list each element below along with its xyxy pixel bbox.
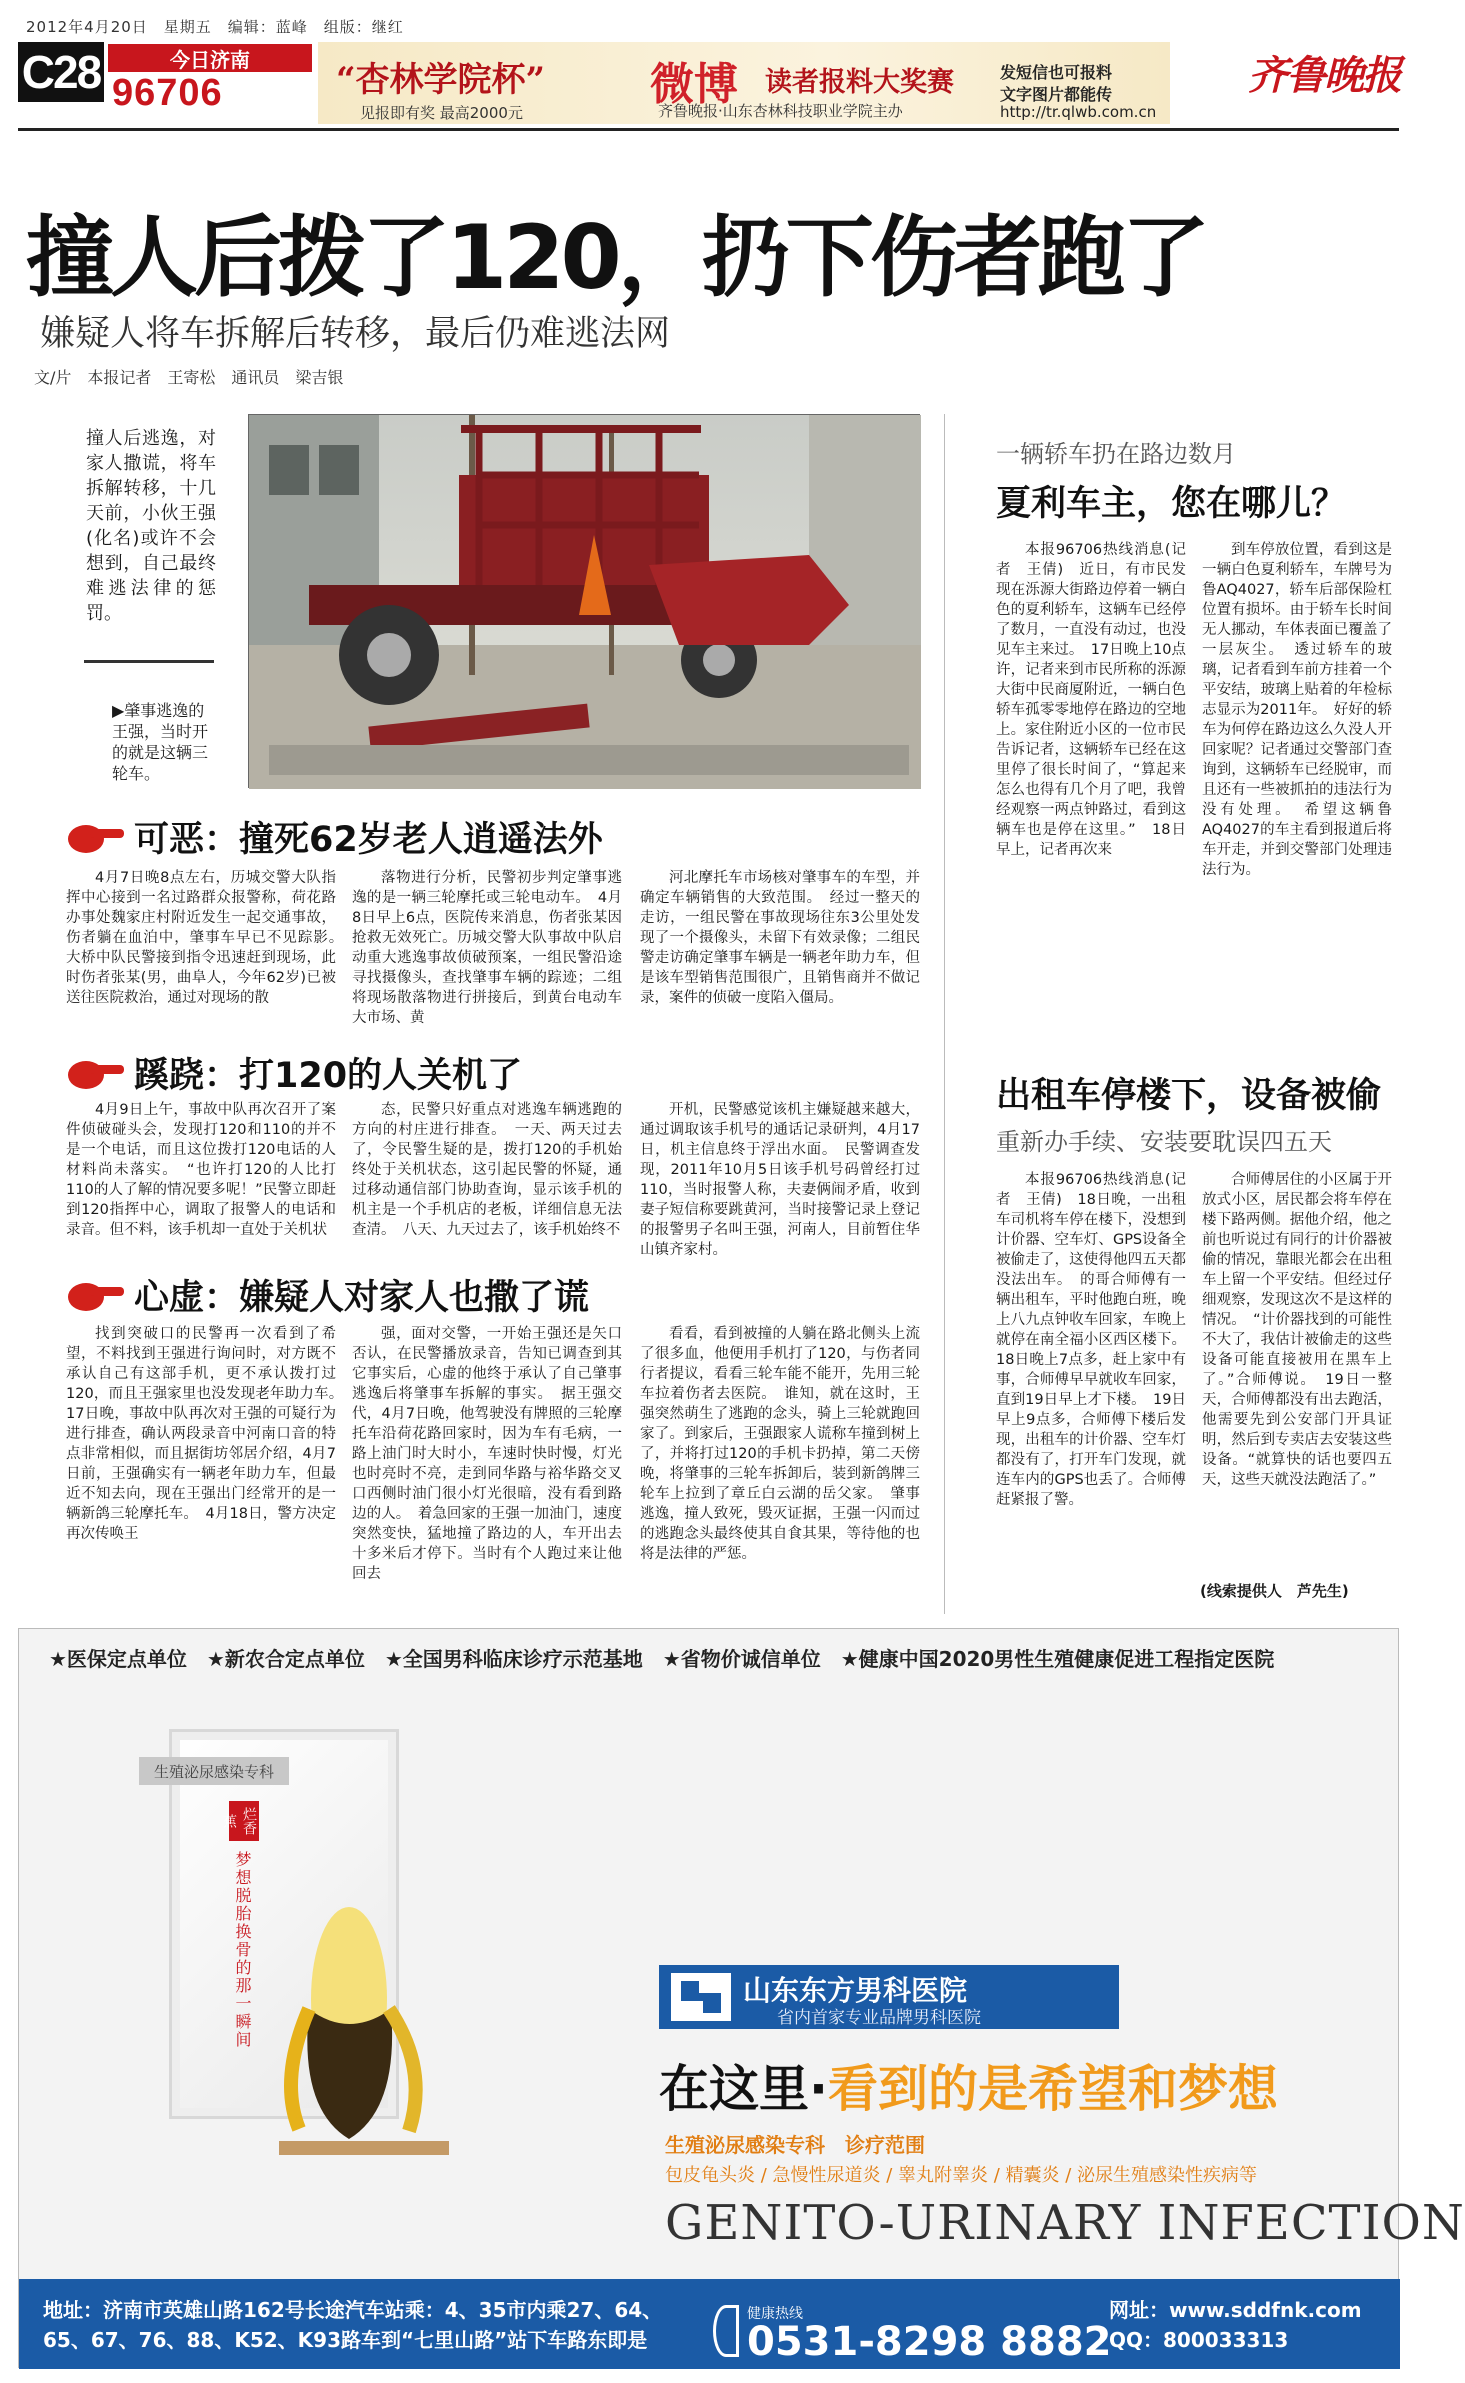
slogan-part-2: 看到的是希望和梦想 [828, 2060, 1278, 2118]
contact-bar [19, 2279, 1400, 2369]
section-3-col-1: 找到突破口的民警再一次看到了希望，不料找到王强进行询问时，对方既不承认自己有这部手机，更不承认拨打过120，而且王强家里也没发现老年助力车。 17日晚，事故中队再次对王强的可疑行为进行排查，确认两段录音中河南口音的特点非常相似，而且据街坊邻居介绍，4月7日前，王强确实有一辆老年助力车，但最近不知去向，现在王强出门经常开的是一辆新鸽三轮摩托车。 4月18日，警方决定再次传唤王 [66, 1326, 351, 1542]
pointing-hand-icon [66, 1277, 126, 1313]
treatment-field: 生殖泌尿感染专科 诊疗范围 [665, 2133, 925, 2157]
section-title-1 [66, 812, 603, 862]
website-qq [1109, 2295, 1362, 2355]
weibo-logo: 微博 [650, 59, 738, 110]
lead-paragraph: 撞人后逃逸，对家人撒谎，将车拆解转移，十几天前，小伙王强(化名)或许不会想到，自己最终难逃法律的惩罚。 [86, 428, 216, 624]
column-divider [944, 414, 945, 1614]
hotline-phone[interactable]: 0531-8298 8882 [747, 2319, 1112, 2365]
english-title: GENITO-URINARY INFECTION [665, 2195, 1465, 2251]
specialty-label: 生殖泌尿感染专科 [139, 1757, 289, 1785]
right-article-1-title: 夏利车主，您在哪儿？ [996, 484, 1347, 524]
sms-info [1000, 62, 1112, 106]
main-headline: 撞人后拨了120，扔下伤者跑了 [26, 206, 1206, 309]
right-article-2-title: 出租车停楼下，设备被偷 [996, 1076, 1382, 1116]
issue-date-line: 2012年4月20日 星期五 编辑：蓝峰 组版：继红 [26, 18, 404, 36]
section-title-text: 可恶：撞死62岁老人逍遥法外 [134, 820, 603, 860]
section-title-2 [66, 1048, 522, 1098]
pointing-hand-icon [66, 819, 126, 855]
banana-icon [259, 1849, 459, 2169]
section-2-col-3: 开机，民警感觉该机主嫌疑越来越大，通过调取该手机号的通话记录研判，4月17日，机主信息终于浮出水面。 民警调查发现，2011年10月5日该手机号码曾经打过110，当时报警人称，夫妻俩闹矛盾，收到妻子短信称要跳黄河，当时接警记录上登记的报警男子名叫王强，河南人，目前暂住华山镇齐家村。 [640, 1102, 920, 1258]
sms-line-1: 发短信也可报料 [1000, 63, 1113, 82]
slogan-part-1: 在这里· [659, 2060, 828, 2118]
section-2-col-1: 4月9日上午，事故中队再次召开了案件侦破碰头会，发现打120和110的并不是一个电话，而且这位拨打120电话的人材料尚未落实。 “也许打120的人比打110的人了解的情况要多呢！”民警立即赶到120指挥中心，调取了报警人的电话和录音。但不料，该手机却一直处于关机状 [66, 1102, 336, 1238]
tricycle-illustration [249, 415, 921, 789]
hospital-address: 地址：济南市英雄山路162号长途汽车站乘：4、35市内乘27、64、65、67、76、88、K52、K93路车到“七里山路”站下车路东即是 [43, 2298, 663, 2352]
tricycle-photo [248, 414, 920, 788]
tip-credit: (线索提供人 芦先生) [1200, 1582, 1349, 1600]
award-title: 读者报料大奖赛 [765, 67, 954, 98]
section-3-col-3: 看看，看到被撞的人躺在路北侧头上流了很多血，他便用手机打了120，与伤者同行者提议，看看三轮车能不能开，先用三轮车拉着伤者去医院。 谁知，就在这时，王强突然萌生了逃跑的念头，骑上三轮就跑回家了。到家后，王强跟家人谎称车撞到树上了，并将打过120的手机卡扔掉，第二天傍晚，将肇事的三轮车拆卸后，装到新鸽牌三轮车上拉到了章丘白云湖的岳父家。 肇事逃逸，撞人致死，毁灭证据，王强一闪而过的逃跑念头最终使其自食其果，等待他的也将是法律的严惩。 [640, 1326, 920, 1562]
vertical-tagline: 梦想脱胎换骨的那一瞬间 [233, 1851, 252, 2049]
section-3-col-2: 强，面对交警，一开始王强还是矢口否认，在民警播放录音，告知已调查到其它事实后，心虚的他终于承认了自己肇事逃逸后将肇事车拆解的事实。 据王强交代，4月7日晚，他驾驶没有牌照的三轮摩托车沿荷花路回家时，因为车有毛病，一路上油门时大时小，车速时快时慢，灯光也时亮时不亮，走到同华路与裕华路交叉口西侧时油门很小灯光很暗，没有看到路边的人。 着急回家的王强一加油门，速度突然变快，猛地撞了路边的人，车开出去十多米后才停下。当时有个人跑过来让他回去 [352, 1326, 622, 1582]
section-title-3 [66, 1270, 589, 1320]
hospital-logo-icon [671, 1973, 731, 2021]
phone-icon [713, 2305, 739, 2357]
sponsor-text: 齐鲁晚报·山东杏林科技职业学院主办 [658, 102, 903, 120]
right-article-2-col-2: 合师傅居住的小区属于开放式小区，居民都会将车停在楼下路两侧。据他介绍，他之前也听说过有同行的计价器被偷的情况，靠眼光都会在出租车上留一个平安结。但经过仔细观察，发现这次不是这样的情况。 “计价器找到的可能性不大了，我估计被偷走的这些设备可能直接被用在黑车上了。”合师傅说。 19日一整天，合师傅都没有出去跑活，他需要先到公安部门开具证明，然后到专卖店去安装这些设备。“就算快的话也要四五天，这些天就没法跑活了。” [1202, 1172, 1392, 1488]
section-1-col-2: 落物进行分析，民警初步判定肇事逃逸的是一辆三轮摩托或三轮电动车。 4月8日早上6点，医院传来消息，伤者张某因抢救无效死亡。历城交警大队事故中队启动重大逃逸事故侦破预案，一组民警沿途寻找摄像头，查找肇事车辆的踪迹；二组将现场散落物进行拼接后，到黄台电动车大市场、黄 [352, 870, 622, 1026]
section-title-text: 蹊跷：打120的人关机了 [134, 1056, 523, 1096]
hospital-name: 山东东方男科医院 [743, 1974, 968, 2007]
right-article-1-col-2: 到车停放位置，看到这是一辆白色夏利轿车，车牌号为鲁AQ4027，轿车后部保险杠位置有损坏。由于轿车长时间无人挪动，车体表面已覆盖了一层灰尘。 透过轿车的玻璃，记者看到车前方挂着一个平安结，玻璃上贴着的年检标志显示为2011年。 好好的轿车为何停在路边这么久没人开回家呢？记者通过交警部门查询到，这辆轿车已经脱审，而且还有一些被抓拍的违法行为没有处理。 希望这辆鲁AQ4027的车主看到报道后将车开走，并到交警部门处理违法行为。 [1202, 542, 1392, 878]
main-subhead: 嫌疑人将车拆解后转移，最后仍难逃法网 [40, 314, 671, 354]
section-2-col-2: 态，民警只好重点对逃逸车辆逃跑的方向的村庄进行排查。 一天、两天过去了，令民警生疑的是，拨打120的手机始终处于关机状态，这引起民警的怀疑，通过移动通信部门协助查询，显示该手机的机主是一个手机店的老板，详细信息无法查清。 八天、九天过去了，该手机始终不 [352, 1102, 622, 1238]
header-rule [18, 128, 1399, 131]
right-article-2-col-1: 本报96706热线消息(记者 王倩) 18日晚，一出租车司机将车停在楼下，没想到计价器、空车灯、GPS设备全被偷走了，这使得他四五天都没法出车。 的哥合师傅有一辆出租车，平时他跑白班，晚上八九点钟收车回家，车晚上就停在南全福小区西区楼下。18日晚上7点多，赶上家中有事，合师傅早早就收车回家，直到19日早上才下楼。 19日早上9点多，合师傅下楼后发现，出租车的计价器、空车灯都没有了，打开车门发现，就连车内的GPS也丢了。合师傅赶紧报了警。 [996, 1172, 1186, 1508]
masthead-logo: 齐鲁晚报 [1248, 52, 1400, 99]
qq-number: QQ：800033313 [1109, 2328, 1289, 2352]
ad-slogan [659, 2049, 1278, 2121]
right-article-1-kicker: 一辆轿车扔在路边数月 [996, 440, 1236, 468]
cup-title: “杏林学院杯” [336, 60, 546, 100]
hospital-subtitle: 省内首家专业品牌男科医院 [777, 2008, 981, 2028]
right-article-2-kicker: 重新办手续、安装要耽误四五天 [996, 1128, 1332, 1156]
today-jinan-label: 今日济南 [108, 44, 312, 72]
certification-list: ★医保定点单位 ★新农合定点单位 ★全国男科临床诊疗示范基地 ★省物价诚信单位 ★健康中国2020男性生殖健康促进工程指定医院 [49, 1647, 1275, 1671]
sms-line-2: 文字图片都能传 [1000, 85, 1113, 104]
banana-tag: 烂香蕉 [229, 1801, 259, 1841]
pointing-hand-icon [66, 1055, 126, 1091]
submit-url[interactable]: http://tr.qlwb.com.cn [1000, 103, 1157, 121]
section-title-text: 心虚：嫌疑人对家人也撒了谎 [134, 1278, 590, 1318]
cup-subtitle: 见报即有奖 最高2000元 [360, 104, 523, 122]
lead-underline [84, 660, 214, 663]
byline: 文/片 本报记者 王寄松 通讯员 梁吉银 [34, 368, 344, 387]
page-number: C28 [18, 42, 104, 102]
photo-caption: ▶肇事逃逸的王强，当时开的就是这辆三轮车。 [112, 701, 209, 783]
website-url[interactable]: 网址：www.sddfnk.com [1109, 2298, 1362, 2322]
hotline-number: 96706 [112, 72, 223, 114]
section-1-col-3: 河北摩托车市场核对肇事车的车型，并确定车辆销售的大致范围。 经过一整天的走访，一组民警在事故现场往东3公里处发现了一个摄像头，未留下有效录像；二组民警走访确定肇事车辆是一辆老年助力车，但是该车型销售范围很广，且销售商并不做记录，案件的侦破一度陷入僵局。 [640, 870, 920, 1006]
section-1-col-1: 4月7日晚8点左右，历城交警大队指挥中心接到一名过路群众报警称，荷花路办事处魏家庄村附近发生一起交通事故，伤者躺在血泊中，肇事车早已不见踪影。 大桥中队民警接到指令迅速赶到现场，此时伤者张某(男，曲阜人，今年62岁)已被送往医院救治，通过对现场的散 [66, 870, 351, 1006]
hospital-logo-block [659, 1965, 1119, 2029]
right-article-1-col-1: 本报96706热线消息(记者 王倩) 近日，有市民发现在泺源大街路边停着一辆白色的夏利轿车，这辆车已经停了数月，一直没有动过，也没见车主来过。 17日晚上10点许，记者来到市民所称的泺源大街中民商厦附近，一辆白色轿车孤零零地停在路边的空地上。家住附近小区的一位市民告诉记者，这辆轿车已经在这里停了很长时间了，“算起来怎么也得有几个月了吧，我曾经观察一两点钟路过，看到这辆车也是停在这里。” 18日早上，记者再次来 [996, 542, 1186, 858]
hospital-advertisement [18, 1628, 1465, 2368]
treatment-items: 包皮龟头炎 / 急慢性尿道炎 / 睾丸附睾炎 / 精囊炎 / 泌尿生殖感染性疾病等 [665, 2165, 1258, 2186]
hotline-label: 健康热线 [747, 2306, 803, 2322]
